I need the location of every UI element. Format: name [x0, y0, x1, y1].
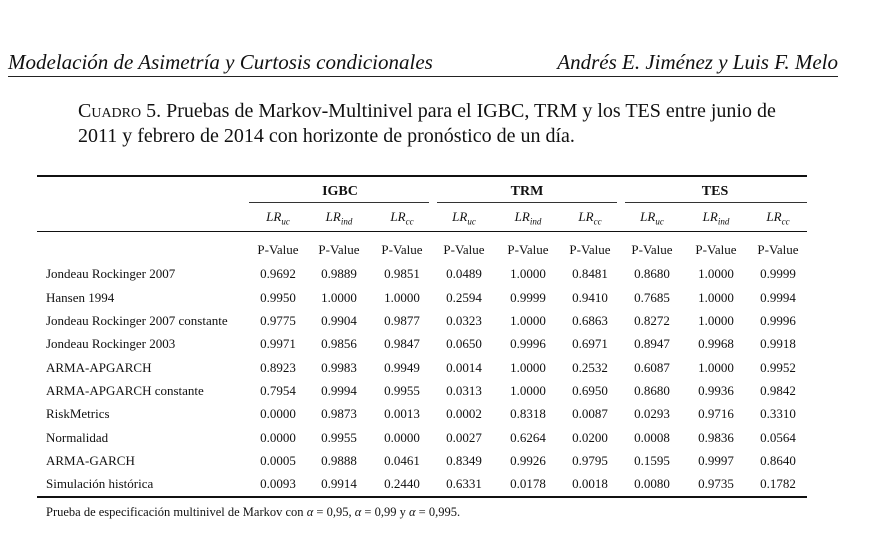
- table-cell: 0.9950: [260, 290, 296, 305]
- table-cell: 0.0018: [572, 476, 608, 491]
- table-cell: 0.9949: [384, 360, 420, 375]
- table-cell: 0.9971: [260, 336, 296, 351]
- pvalue-header: P-Value: [257, 242, 299, 257]
- table-cell: 0.1782: [760, 476, 796, 491]
- table-cell: 0.9968: [698, 336, 734, 351]
- table-cell: 0.0014: [446, 360, 482, 375]
- stat-header-cc: $LR_{cc}$: [766, 209, 790, 227]
- stat-header-uc: $LR_{uc}$: [266, 209, 290, 227]
- caption-text: Pruebas de Markov-Multinivel para el IGBC, TRM y los TES entre junio de 2011 y febrero de 2014 con horizonte de pronóstico de un día.: [78, 100, 776, 147]
- table-cell: 0.0093: [260, 476, 296, 491]
- table-cell: 1.0000: [510, 266, 546, 281]
- table-cell: 1.0000: [698, 313, 734, 328]
- table-cell: 1.0000: [698, 266, 734, 281]
- table-cell: 1.0000: [510, 313, 546, 328]
- table-cell: 1.0000: [510, 383, 546, 398]
- table-cell: 0.6087: [634, 360, 670, 375]
- equals-3: =: [415, 505, 429, 519]
- table-cell: 0.0002: [446, 406, 482, 421]
- stat-header-uc: $LR_{uc}$: [452, 209, 476, 227]
- table-caption: [78, 99, 818, 149]
- alpha-value-2: 0,99: [374, 505, 397, 519]
- table-cell: 0.9877: [384, 313, 420, 328]
- equals-2: =: [361, 505, 375, 519]
- group-underline-tes: [625, 202, 807, 203]
- group-header-igbc: IGBC: [322, 184, 358, 199]
- stat-header-cc: $LR_{cc}$: [578, 209, 602, 227]
- footnote-prefix: Prueba de especificación multinivel de Markov con: [46, 505, 307, 519]
- table-cell: 0.8318: [510, 406, 546, 421]
- row-label: Simulación histórica: [46, 476, 154, 491]
- running-head: [8, 50, 838, 77]
- table-cell: 0.9716: [698, 406, 734, 421]
- table-cell: 0.0027: [446, 430, 482, 445]
- stat-header-cc: $LR_{cc}$: [390, 209, 414, 227]
- table-cell: 0.9997: [698, 453, 734, 468]
- alpha-symbol-2: α: [354, 505, 362, 519]
- row-label: ARMA-GARCH: [46, 453, 135, 468]
- alpha-value-3: 0,995: [428, 505, 457, 519]
- pvalue-header: P-Value: [757, 242, 799, 257]
- table-cell: 0.9996: [510, 336, 546, 351]
- table-cell: 0.9842: [760, 383, 796, 398]
- table-cell: 0.2440: [384, 476, 420, 491]
- pvalue-header: P-Value: [381, 242, 423, 257]
- table-cell: 0.9836: [698, 430, 734, 445]
- table-cell: 0.9795: [572, 453, 608, 468]
- table-cell: 0.0000: [260, 406, 296, 421]
- table-cell: 0.8481: [572, 266, 608, 281]
- table-cell: 0.9952: [760, 360, 796, 375]
- table-cell: 0.0178: [510, 476, 546, 491]
- row-label: Normalidad: [46, 430, 109, 445]
- table-cell: 1.0000: [698, 360, 734, 375]
- footnote-period: .: [456, 505, 461, 519]
- table-cell: 0.1595: [634, 453, 670, 468]
- table-cell: 0.8272: [634, 313, 670, 328]
- table-cell: 0.0008: [634, 430, 670, 445]
- pvalue-header: P-Value: [569, 242, 611, 257]
- table-cell: 0.9994: [321, 383, 357, 398]
- table-header-rule: [37, 231, 807, 232]
- table-cell: 0.0650: [446, 336, 482, 351]
- row-label: RiskMetrics: [46, 406, 110, 421]
- table-cell: 0.9692: [260, 266, 296, 281]
- table-cell: 0.6264: [510, 430, 546, 445]
- table-cell: 1.0000: [698, 290, 734, 305]
- table-cell: 0.8640: [760, 453, 796, 468]
- table-top-rule: [37, 175, 807, 177]
- table-cell: 0.9889: [321, 266, 357, 281]
- table-cell: 0.8349: [446, 453, 482, 468]
- table-cell: 0.9914: [321, 476, 357, 491]
- table-cell: 0.6331: [446, 476, 482, 491]
- alpha-value-1: 0,95: [326, 505, 349, 519]
- pvalue-header: P-Value: [318, 242, 360, 257]
- group-underline-igbc: [249, 202, 429, 203]
- table-cell: 0.9888: [321, 453, 357, 468]
- table-cell: 0.0087: [572, 406, 608, 421]
- alpha-symbol-1: α: [306, 505, 314, 519]
- running-head-title: Modelación de Asimetría y Curtosis condicionales: [8, 50, 433, 74]
- comma-1: ,: [348, 505, 355, 519]
- table-cell: 0.8923: [260, 360, 296, 375]
- table-cell: 0.0005: [260, 453, 296, 468]
- group-header-trm: TRM: [510, 184, 544, 199]
- pvalue-header: P-Value: [507, 242, 549, 257]
- pvalue-header: P-Value: [695, 242, 737, 257]
- table-cell: 0.9996: [760, 313, 796, 328]
- equals-1: =: [313, 505, 327, 519]
- table-cell: 0.3310: [760, 406, 796, 421]
- table-cell: 0.0293: [634, 406, 670, 421]
- table-cell: 0.6863: [572, 313, 608, 328]
- table-cell: 0.0313: [446, 383, 482, 398]
- group-underline-trm: [437, 202, 617, 203]
- table-cell: 0.9955: [384, 383, 420, 398]
- table-cell: 0.9735: [698, 476, 734, 491]
- table-cell: 0.6950: [572, 383, 608, 398]
- table-cell: 0.8680: [634, 266, 670, 281]
- table-cell: 0.7685: [634, 290, 670, 305]
- table-cell: 1.0000: [384, 290, 420, 305]
- table-cell: 0.2594: [446, 290, 482, 305]
- alpha-symbol-3: α: [408, 505, 416, 519]
- table-cell: 0.9410: [572, 290, 608, 305]
- table-cell: 0.0489: [446, 266, 482, 281]
- table-footnote: [46, 505, 460, 520]
- table-cell: 0.9999: [760, 266, 796, 281]
- row-label: ARMA-APGARCH constante: [46, 383, 204, 398]
- table-cell: 0.9847: [384, 336, 420, 351]
- table-cell: 0.9775: [260, 313, 296, 328]
- table-cell: 0.9936: [698, 383, 734, 398]
- stat-header-uc: $LR_{uc}$: [640, 209, 664, 227]
- table-cell: 0.0323: [446, 313, 482, 328]
- table-cell: 0.8680: [634, 383, 670, 398]
- row-label: Hansen 1994: [46, 290, 115, 305]
- table-cell: 0.9873: [321, 406, 357, 421]
- table-cell: 0.7954: [260, 383, 296, 398]
- table-cell: 0.9994: [760, 290, 796, 305]
- row-label: ARMA-APGARCH: [46, 360, 152, 375]
- table-cell: 0.8947: [634, 336, 670, 351]
- table-bottom-rule: [37, 496, 807, 498]
- pvalue-header: P-Value: [631, 242, 673, 257]
- table-cell: 0.6971: [572, 336, 608, 351]
- table-cell: 0.9856: [321, 336, 357, 351]
- pvalue-header: P-Value: [443, 242, 485, 257]
- table-cell: 0.2532: [572, 360, 608, 375]
- table-cell: 0.0000: [384, 430, 420, 445]
- table-cell: 0.9918: [760, 336, 796, 351]
- table-cell: 0.0461: [384, 453, 420, 468]
- table-cell: 0.9851: [384, 266, 420, 281]
- table-cell: 0.0000: [260, 430, 296, 445]
- table-cell: 0.0080: [634, 476, 670, 491]
- table-cell: 0.9955: [321, 430, 357, 445]
- table-cell: 0.9926: [510, 453, 546, 468]
- stat-header-ind: $LR_{ind}$: [702, 209, 730, 227]
- running-head-authors: Andrés E. Jiménez y Luis F. Melo: [557, 50, 838, 74]
- table-cell: 0.0564: [760, 430, 796, 445]
- table-cell: 0.9904: [321, 313, 357, 328]
- row-label: Jondeau Rockinger 2007: [46, 266, 176, 281]
- row-label: Jondeau Rockinger 2007 constante: [46, 313, 228, 328]
- table-cell: 1.0000: [321, 290, 357, 305]
- group-header-tes: TES: [701, 184, 729, 199]
- caption-label: Cuadro 5.: [78, 100, 162, 122]
- table-cell: 0.0200: [572, 430, 608, 445]
- table-cell: 0.9999: [510, 290, 546, 305]
- table-cell: 0.9983: [321, 360, 357, 375]
- conjunction-y: y: [396, 505, 409, 519]
- stat-header-ind: $LR_{ind}$: [325, 209, 353, 227]
- table-cell: 1.0000: [510, 360, 546, 375]
- row-label: Jondeau Rockinger 2003: [46, 336, 176, 351]
- stat-header-ind: $LR_{ind}$: [514, 209, 542, 227]
- table-cell: 0.0013: [384, 406, 420, 421]
